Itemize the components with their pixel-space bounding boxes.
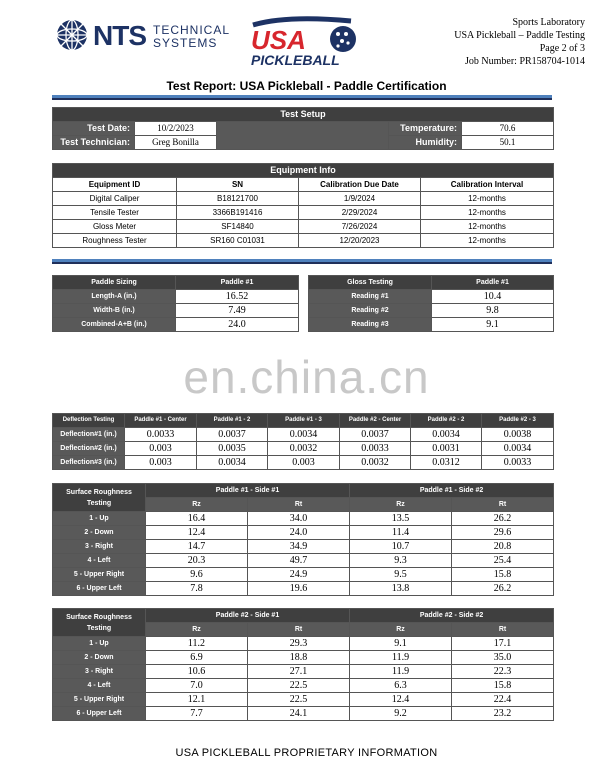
- roughness-value: 16.4: [146, 512, 248, 526]
- roughness-value: 26.2: [452, 582, 554, 596]
- lab-line: USA Pickleball – Paddle Testing: [454, 30, 585, 41]
- table-row: [309, 290, 554, 304]
- roughness-value: 24.9: [248, 568, 350, 582]
- roughness-value: 24.1: [248, 707, 350, 721]
- table-row: [53, 304, 299, 318]
- roughness-value: 12.1: [146, 693, 248, 707]
- deflection-col-header: Paddle #2 - 2: [411, 414, 482, 428]
- roughness-value: 10.7: [350, 540, 452, 554]
- watermark: en.china.cn: [183, 351, 430, 403]
- deflection-value: 0.0037: [197, 428, 268, 442]
- deflection-value: 0.0034: [482, 442, 554, 456]
- table-row: [53, 192, 554, 206]
- lab-line: Page 2 of 3: [539, 43, 585, 54]
- test-date-label: Test Date:: [53, 122, 135, 136]
- roughness-sub-header: Rz: [146, 623, 248, 637]
- table-row: [53, 582, 554, 596]
- deflection-value: 0.0037: [340, 428, 411, 442]
- deflection-table: [52, 413, 554, 470]
- table-row: [53, 568, 554, 582]
- table-row: [53, 637, 554, 651]
- deflection-label: Deflection#3 (in.): [53, 456, 125, 470]
- deflection-value: 0.0033: [125, 428, 197, 442]
- roughness-value: 27.1: [248, 665, 350, 679]
- table-row: [53, 220, 554, 234]
- roughness-value: 9.1: [350, 637, 452, 651]
- equipment-interval: 12-months: [421, 206, 554, 220]
- pickleball-text: PICKLEBALL: [251, 52, 340, 68]
- table-row: [309, 318, 554, 332]
- roughness-label: 3 - Right: [53, 540, 146, 554]
- table-row: [53, 234, 554, 248]
- equipment-sn: SR160 C01031: [177, 234, 299, 248]
- roughness-label: 3 - Right: [53, 665, 146, 679]
- roughness-value: 19.6: [248, 582, 350, 596]
- roughness-value: 6.3: [350, 679, 452, 693]
- roughness-value: 12.4: [146, 526, 248, 540]
- deflection-value: 0.0038: [482, 428, 554, 442]
- roughness-value: 9.5: [350, 568, 452, 582]
- deflection-value: 0.0031: [411, 442, 482, 456]
- nts-globe-icon: [55, 18, 89, 52]
- nts-brand: NTS: [93, 20, 146, 51]
- gloss-value: 9.1: [432, 318, 554, 332]
- gloss-label: Reading #2: [309, 304, 432, 318]
- title-rule-dark: [52, 98, 552, 100]
- roughness-value: 20.3: [146, 554, 248, 568]
- equipment-interval: 12-months: [421, 220, 554, 234]
- equipment-sn: B18121700: [177, 192, 299, 206]
- table-row: [53, 442, 554, 456]
- nts-logo: [55, 18, 230, 52]
- sizing-value: 24.0: [176, 318, 299, 332]
- table-row: [53, 665, 554, 679]
- deflection-label: Deflection#1 (in.): [53, 428, 125, 442]
- equipment-interval: 12-months: [421, 234, 554, 248]
- deflection-value: 0.0032: [340, 456, 411, 470]
- gloss-testing-table: [308, 275, 554, 332]
- test-date-value: 10/2/2023: [135, 122, 217, 136]
- roughness-sub-header: Rt: [248, 623, 350, 637]
- deflection-col-header: Paddle #1 - Center: [125, 414, 197, 428]
- roughness-value: 29.6: [452, 526, 554, 540]
- roughness-label: 1 - Up: [53, 637, 146, 651]
- roughness-value: 9.2: [350, 707, 452, 721]
- roughness-value: 29.3: [248, 637, 350, 651]
- deflection-col-header: Paddle #2 - 3: [482, 414, 554, 428]
- roughness-value: 10.6: [146, 665, 248, 679]
- sizing-value: 16.52: [176, 290, 299, 304]
- equipment-col-header: Calibration Interval: [421, 178, 554, 192]
- roughness-value: 11.9: [350, 665, 452, 679]
- roughness-value: 17.1: [452, 637, 554, 651]
- roughness-label: 1 - Up: [53, 512, 146, 526]
- roughness-value: 14.7: [146, 540, 248, 554]
- roughness-value: 25.4: [452, 554, 554, 568]
- equipment-table: [52, 163, 554, 248]
- roughness-value: 22.5: [248, 693, 350, 707]
- roughness-group-header: Paddle #1 - Side #2: [350, 484, 554, 498]
- test-setup-table: [52, 107, 554, 150]
- deflection-value: 0.003: [125, 456, 197, 470]
- roughness-value: 22.3: [452, 665, 554, 679]
- equipment-id: Digital Caliper: [53, 192, 177, 206]
- roughness-label: 2 - Down: [53, 526, 146, 540]
- equipment-sn: 3366B191416: [177, 206, 299, 220]
- roughness-group-header: Paddle #2 - Side #1: [146, 609, 350, 623]
- equipment-sn: SF14840: [177, 220, 299, 234]
- roughness-value: 15.8: [452, 679, 554, 693]
- temperature-label: Temperature:: [389, 122, 462, 136]
- roughness-label: 4 - Left: [53, 554, 146, 568]
- roughness-value: 20.8: [452, 540, 554, 554]
- sizing-col-header: Paddle #1: [176, 276, 299, 290]
- roughness-value: 34.0: [248, 512, 350, 526]
- technician-value: Greg Bonilla: [135, 136, 217, 150]
- roughness-value: 11.2: [146, 637, 248, 651]
- deflection-value: 0.0035: [197, 442, 268, 456]
- usa-text: USA: [251, 25, 306, 55]
- sizing-label: Combined-A+B (in.): [53, 318, 176, 332]
- roughness-corner: Surface Roughness Testing: [53, 609, 146, 637]
- roughness-value: 7.7: [146, 707, 248, 721]
- roughness-value: 7.8: [146, 582, 248, 596]
- roughness-value: 12.4: [350, 693, 452, 707]
- roughness-value: 9.6: [146, 568, 248, 582]
- roughness-sub-header: Rz: [350, 623, 452, 637]
- deflection-value: 0.003: [125, 442, 197, 456]
- equipment-due: 1/9/2024: [299, 192, 421, 206]
- equipment-due: 2/29/2024: [299, 206, 421, 220]
- roughness-label: 6 - Upper Left: [53, 707, 146, 721]
- roughness-sub-header: Rz: [146, 498, 248, 512]
- table-row: [309, 304, 554, 318]
- roughness-value: 22.5: [248, 679, 350, 693]
- equipment-id: Tensile Tester: [53, 206, 177, 220]
- table-row: [53, 707, 554, 721]
- equipment-interval: 12-months: [421, 192, 554, 206]
- roughness-value: 22.4: [452, 693, 554, 707]
- roughness-value: 24.0: [248, 526, 350, 540]
- roughness-value: 13.5: [350, 512, 452, 526]
- roughness-value: 23.2: [452, 707, 554, 721]
- deflection-value: 0.0033: [482, 456, 554, 470]
- roughness-label: 6 - Upper Left: [53, 582, 146, 596]
- section-rule-dark: [52, 262, 552, 264]
- equipment-id: Roughness Tester: [53, 234, 177, 248]
- paddle-sizing-table: [52, 275, 299, 332]
- roughness-value: 7.0: [146, 679, 248, 693]
- setup-spacer: [217, 122, 389, 150]
- gloss-label: Reading #3: [309, 318, 432, 332]
- equipment-heading: Equipment Info: [53, 164, 554, 178]
- table-row: [53, 512, 554, 526]
- deflection-value: 0.0034: [268, 428, 340, 442]
- gloss-value: 9.8: [432, 304, 554, 318]
- gloss-label: Reading #1: [309, 290, 432, 304]
- roughness-sub-header: Rt: [452, 623, 554, 637]
- roughness-group-header: Paddle #1 - Side #1: [146, 484, 350, 498]
- humidity-value: 50.1: [462, 136, 554, 150]
- deflection-label: Deflection#2 (in.): [53, 442, 125, 456]
- gloss-col-header: Paddle #1: [432, 276, 554, 290]
- lab-info: [454, 16, 585, 68]
- table-row: [53, 290, 299, 304]
- temperature-value: 70.6: [462, 122, 554, 136]
- equipment-due: 12/20/2023: [299, 234, 421, 248]
- deflection-value: 0.0034: [411, 428, 482, 442]
- equipment-col-header: Equipment ID: [53, 178, 177, 192]
- deflection-value: 0.003: [268, 456, 340, 470]
- table-row: [53, 428, 554, 442]
- sizing-value: 7.49: [176, 304, 299, 318]
- equipment-col-header: Calibration Due Date: [299, 178, 421, 192]
- roughness-value: 15.8: [452, 568, 554, 582]
- roughness-table-paddle-2: [52, 608, 554, 721]
- roughness-value: 18.8: [248, 651, 350, 665]
- table-row: [53, 318, 299, 332]
- sizing-col-header: Paddle Sizing: [53, 276, 176, 290]
- equipment-due: 7/26/2024: [299, 220, 421, 234]
- lab-line: Job Number: PR158704-1014: [465, 56, 585, 67]
- equipment-col-header: SN: [177, 178, 299, 192]
- deflection-value: 0.0034: [197, 456, 268, 470]
- roughness-group-header: Paddle #2 - Side #2: [350, 609, 554, 623]
- roughness-value: 6.9: [146, 651, 248, 665]
- table-row: [53, 651, 554, 665]
- table-row: [53, 526, 554, 540]
- deflection-col-header: Paddle #1 - 2: [197, 414, 268, 428]
- equipment-id: Gloss Meter: [53, 220, 177, 234]
- roughness-value: 49.7: [248, 554, 350, 568]
- roughness-label: 5 - Upper Right: [53, 693, 146, 707]
- roughness-value: 35.0: [452, 651, 554, 665]
- roughness-sub-header: Rt: [248, 498, 350, 512]
- roughness-value: 9.3: [350, 554, 452, 568]
- roughness-value: 11.4: [350, 526, 452, 540]
- deflection-col-header: Deflection Testing: [53, 414, 125, 428]
- deflection-value: 0.0033: [340, 442, 411, 456]
- gloss-col-header: Gloss Testing: [309, 276, 432, 290]
- gloss-value: 10.4: [432, 290, 554, 304]
- table-row: [53, 456, 554, 470]
- roughness-sub-header: Rz: [350, 498, 452, 512]
- roughness-corner: Surface Roughness Testing: [53, 484, 146, 512]
- roughness-label: 2 - Down: [53, 651, 146, 665]
- nts-systems: SYSTEMS: [153, 36, 218, 50]
- table-row: [53, 679, 554, 693]
- usa-pickleball-logo: [247, 15, 362, 70]
- report-title: Test Report: USA Pickleball - Paddle Certification: [166, 79, 447, 93]
- roughness-label: 4 - Left: [53, 679, 146, 693]
- technician-label: Test Technician:: [53, 136, 135, 150]
- roughness-label: 5 - Upper Right: [53, 568, 146, 582]
- nts-technical: TECHNICAL: [153, 23, 231, 37]
- humidity-label: Humidity:: [389, 136, 462, 150]
- deflection-col-header: Paddle #1 - 3: [268, 414, 340, 428]
- roughness-value: 11.9: [350, 651, 452, 665]
- sizing-label: Length-A (in.): [53, 290, 176, 304]
- table-row: [53, 693, 554, 707]
- deflection-col-header: Paddle #2 - Center: [340, 414, 411, 428]
- roughness-table-paddle-1: [52, 483, 554, 596]
- table-row: [53, 206, 554, 220]
- roughness-value: 26.2: [452, 512, 554, 526]
- deflection-value: 0.0312: [411, 456, 482, 470]
- roughness-sub-header: Rt: [452, 498, 554, 512]
- roughness-value: 34.9: [248, 540, 350, 554]
- test-setup-heading: Test Setup: [53, 108, 554, 122]
- footer-notice: USA PICKLEBALL PROPRIETARY INFORMATION: [175, 747, 438, 759]
- roughness-value: 13.8: [350, 582, 452, 596]
- lab-line: Sports Laboratory: [512, 17, 585, 28]
- sizing-label: Width-B (in.): [53, 304, 176, 318]
- table-row: [53, 540, 554, 554]
- deflection-value: 0.0032: [268, 442, 340, 456]
- table-row: [53, 554, 554, 568]
